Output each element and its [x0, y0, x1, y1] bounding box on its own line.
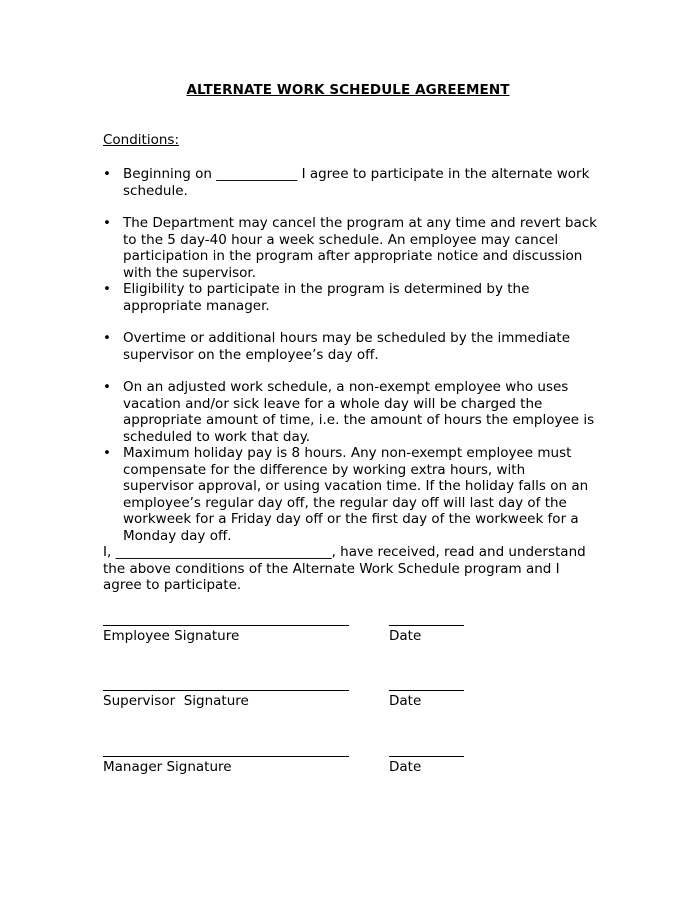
document-title: ALTERNATE WORK SCHEDULE AGREEMENT [186, 82, 510, 98]
bullet-icon: • [103, 281, 111, 297]
employee-date-label: Date [389, 628, 422, 644]
conditions-heading: Conditions: [103, 132, 180, 148]
bullet-text: Eligibility to participate in the program is determined by the appropriate manager. [123, 281, 530, 314]
bullet-text: Beginning on ____________ I agree to participate in the alternate work schedule. [123, 166, 590, 199]
supervisor-date-label: Date [389, 693, 422, 709]
manager-date-line[interactable] [389, 756, 464, 757]
bullet-icon: • [103, 166, 111, 182]
acknowledgement-paragraph: I, ________________________________, have received, read and understand the above conditions of the Alternate Work Schedule program and I agree to participate. [103, 544, 586, 593]
manager-date-label: Date [389, 759, 422, 775]
bullet-icon: • [103, 330, 111, 346]
bullet-icon: • [103, 379, 111, 395]
bullet-icon: • [103, 445, 111, 461]
bullet-text: On an adjusted work schedule, a non-exempt employee who uses vacation and/or sick leave for a whole day will be charged the appropriate amount of time, i.e. the amount of hours the employee is scheduled to work that day. [123, 379, 595, 445]
bullet-text: The Department may cancel the program at any time and revert back to the 5 day-40 hour a week schedule. An employee may cancel participation in the program after appropriate notice and discussion with the supervisor. [123, 215, 597, 281]
bullet-icon: • [103, 215, 111, 231]
supervisor-date-line[interactable] [389, 690, 464, 691]
employee-date-line[interactable] [389, 625, 464, 626]
employee-signature-label: Employee Signature [103, 628, 240, 644]
bullet-text: Maximum holiday pay is 8 hours. Any non-exempt employee must compensate for the difference by working extra hours, with supervisor approval, or using vacation time. If the holiday falls on an employee’s regular day off, the regular day off will last day of the workweek for a Friday day off or the first day of the workweek for a Monday day off. [123, 445, 589, 544]
bullet-text: Overtime or additional hours may be scheduled by the immediate supervisor on the employee’s day off. [123, 330, 571, 363]
manager-signature-line[interactable] [103, 756, 349, 757]
supervisor-signature-label: Supervisor Signature [103, 693, 249, 709]
employee-signature-line[interactable] [103, 625, 349, 626]
supervisor-signature-line[interactable] [103, 690, 349, 691]
manager-signature-label: Manager Signature [103, 759, 232, 775]
